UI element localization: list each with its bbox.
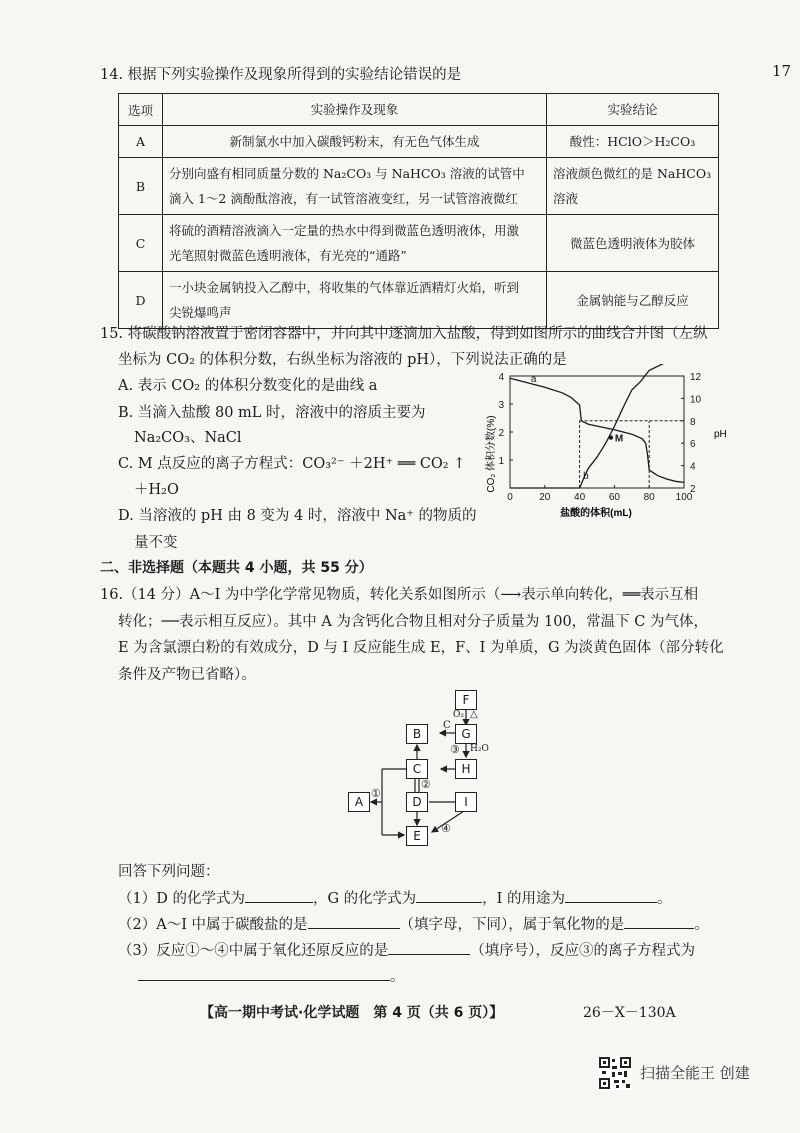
y-tick-label: 4 [498, 372, 504, 383]
series-line-a [510, 378, 684, 482]
a2-text2: （填字母，下同），属于氧化物的是 [399, 917, 625, 933]
node-f: F [455, 690, 477, 710]
row-operation [163, 158, 547, 215]
blank-g-formula[interactable] [416, 889, 482, 903]
row-conclusion [547, 272, 719, 329]
a1-text2: ，G 的化学式为 [312, 891, 417, 907]
series-label-b: b [583, 470, 589, 482]
y2-tick-label: 10 [690, 394, 702, 406]
y-tick-label: 3 [498, 400, 504, 411]
q15-stem-line1: 15. 将碳酸钠溶液置于密闭容器中，并向其中逐滴加入盐酸，得到如图所示的曲线合并图（左纵 [100, 326, 708, 342]
row-conclusion [547, 215, 719, 272]
op-line: 一小块金属钠投入乙醇中，将收集的气体靠近酒精灯火焰，听到 [169, 280, 520, 295]
op-line: 尖锐爆鸣声 [169, 305, 232, 320]
answer-3 [118, 939, 695, 960]
a2-text3: 。 [694, 917, 709, 933]
row-conclusion [547, 126, 719, 158]
node-b: B [406, 724, 428, 744]
answer-1 [118, 887, 672, 908]
row-option: B [119, 158, 163, 215]
conc-line: 酸性：HClO＞H₂CO₃ [569, 134, 696, 149]
answer-intro: 回答下列问题： [118, 864, 220, 880]
q14-table [118, 93, 719, 329]
y2-tick-label: 8 [690, 416, 696, 428]
conc-line: 溶液 [553, 191, 579, 206]
y-tick-label: 1 [498, 456, 504, 467]
footer-title: 【高一期中考试·化学试题 第 4 页（共 6 页）】 [200, 1005, 504, 1021]
label-r4: ④ [441, 822, 451, 835]
blank-i-use[interactable] [565, 889, 657, 903]
label-c-arrow: C [443, 720, 451, 731]
blank-ionic-equation[interactable] [138, 967, 390, 981]
node-i: I [455, 792, 477, 812]
q15-stem-line2: 坐标为 CO₂ 的体积分数，右纵坐标为溶液的 pH），下列说法正确的是 [118, 352, 567, 368]
table-row [119, 126, 719, 158]
q16-line3: E 为含氯漂白粉的有效成分，D 与 I 反应能生成 E，F、I 为单质，G 为淡黄色固体（部分转化 [118, 640, 724, 656]
row-option: A [119, 126, 163, 158]
x-tick-label: 40 [574, 492, 586, 503]
label-r3: ③ [450, 743, 460, 756]
q15-option-b-line1: B. 当滴入盐酸 80 mL 时，溶液中的溶质主要为 [118, 405, 426, 421]
row-option: C [119, 215, 163, 272]
qr-code-icon [598, 1056, 632, 1090]
conc-line: 溶液颜色微红的是 NaHCO₃ [553, 166, 712, 181]
label-r1: ① [371, 787, 381, 800]
y2-tick-label: 2 [690, 484, 696, 495]
table-row [119, 158, 719, 215]
q16-line2: 转化；──表示相互反应）。其中 A 为含钙化合物且相对分子质量为 100，常温下 C 为气体， [118, 614, 708, 630]
table-row [119, 215, 719, 272]
q15-option-d-line2: 量不变 [134, 535, 178, 551]
row-option: D [119, 272, 163, 329]
x-tick-label: 60 [608, 492, 620, 503]
y2-tick-label: 4 [690, 461, 696, 473]
node-h: H [455, 759, 477, 779]
q14-table-header [119, 94, 719, 126]
table-row [119, 272, 719, 329]
op-line: 将硫的酒精溶液滴入一定量的热水中得到微蓝色透明液体，用激 [169, 223, 520, 238]
conc-line: 金属钠能与乙醇反应 [576, 292, 689, 308]
a3-text2: （填序号），反应③的离子方程式为 [470, 943, 695, 959]
header-conclusion: 实验结论 [547, 94, 719, 126]
diagram-connectors [340, 685, 520, 850]
q15-option-a: A. 表示 CO₂ 的体积分数变化的是曲线 a [118, 378, 378, 394]
section2-header: 二、非选择题（本题共 4 小题，共 55 分） [100, 560, 373, 576]
q15-option-d-line1: D. 当溶液的 pH 由 8 变为 4 时，溶液中 Na⁺ 的物质的 [118, 508, 477, 524]
x-tick-label: 100 [675, 492, 693, 503]
a1-text3: ，I 的用途为 [482, 891, 566, 907]
node-c: C [406, 759, 428, 779]
label-delta: △ [470, 709, 478, 720]
blank-d-formula[interactable] [245, 889, 313, 903]
a3-text1: （3）反应①～④中属于氧化还原反应的是 [118, 943, 389, 959]
label-r2: ② [421, 778, 431, 791]
point-m-marker [609, 435, 613, 439]
x-tick-label: 20 [539, 492, 551, 503]
q15-option-b-line2: Na₂CO₃、NaCl [134, 430, 242, 446]
op-line: 光笔照射微蓝色透明液体，有光亮的“通路” [169, 248, 407, 263]
a1-text1: （1）D 的化学式为 [118, 891, 245, 907]
q14-stem: 14. 根据下列实验操作及现象所得到的实验结论错误的是 [100, 67, 462, 83]
node-a: A [348, 792, 370, 812]
page-corner-number: 17 [772, 62, 792, 80]
q15-option-c-line1: C. M 点反应的离子方程式：CO₃²⁻ ＋2H⁺ ══ CO₂ ↑ [118, 456, 466, 472]
op-line: 滴入 1～2 滴酚酞溶液，有一试管溶液变红，另一试管溶液微红 [169, 191, 518, 206]
a1-text4: 。 [657, 891, 672, 907]
header-operation: 实验操作及现象 [163, 94, 547, 126]
scanner-watermark: 扫描全能王 创建 [640, 1064, 750, 1082]
conc-line: 微蓝色透明液体为胶体 [569, 235, 695, 251]
q15-option-c-line2: ＋H₂O [134, 482, 179, 498]
chart-y2-label: pH [714, 429, 727, 440]
chart-x-label: 盐酸的体积(mL) [560, 508, 632, 519]
point-m-label: M [614, 433, 624, 445]
q16-line1: 16.（14 分）A～I 为中学化学常见物质，转化关系如图所示（⟶表示单向转化，══表示互相 [100, 587, 699, 603]
footer-code: 26－X－130A [583, 1005, 676, 1021]
op-line: 分别向盛有相同质量分数的 Na₂CO₃ 与 NaHCO₃ 溶液的试管中 [169, 166, 525, 181]
a2-text1: （2）A～I 中属于碳酸盐的是 [118, 917, 308, 933]
q16-diagram [340, 685, 520, 850]
label-h2o: H₂O [470, 744, 489, 754]
y-tick-label: 2 [498, 428, 504, 439]
header-option: 选项 [119, 94, 163, 126]
row-operation [163, 272, 547, 329]
q16-line4: 条件及产物已省略）。 [118, 667, 256, 683]
y2-tick-label: 6 [690, 439, 696, 451]
blank-carbonates[interactable] [308, 915, 400, 929]
y2-tick-label: 12 [690, 372, 702, 383]
answer-3-line2 [138, 965, 405, 986]
x-tick-label: 80 [643, 492, 655, 503]
blank-redox[interactable] [388, 941, 470, 955]
a3-text3: 。 [390, 969, 405, 985]
chart-y-label: CO₂ 体积分数(%) [486, 415, 497, 493]
row-conclusion [547, 158, 719, 215]
blank-oxides[interactable] [624, 915, 694, 929]
node-g: G [455, 724, 477, 744]
row-operation [163, 126, 547, 158]
chart-frame [510, 373, 684, 488]
node-d: D [406, 792, 428, 812]
row-operation [163, 215, 547, 272]
op-line: 新制氯水中加入碳酸钙粉末，有无色气体生成 [229, 134, 480, 149]
series-label-a: a [530, 373, 537, 385]
x-tick-label: 0 [507, 492, 513, 503]
label-o2: O₂ [453, 710, 464, 720]
q15-chart [478, 364, 728, 522]
node-e: E [406, 826, 428, 846]
answer-2 [118, 913, 709, 934]
